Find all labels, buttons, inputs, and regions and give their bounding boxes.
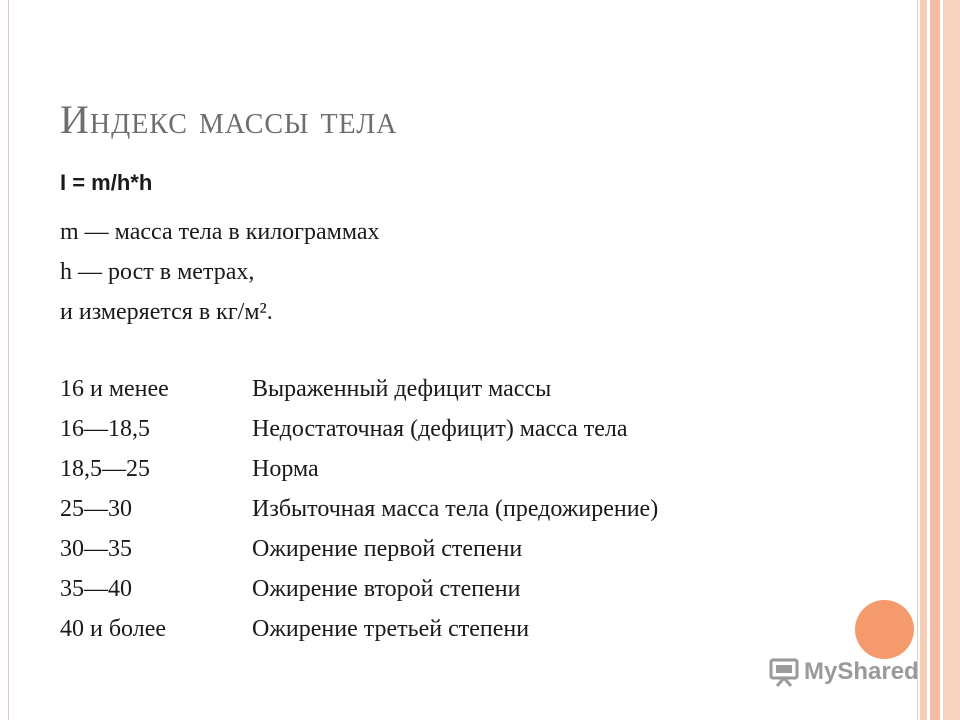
definition-mass: m — масса тела в килограммах — [60, 219, 380, 245]
bmi-description: Ожирение третьей степени — [252, 616, 530, 642]
table-row — [60, 529, 658, 569]
presentation-board-icon — [768, 656, 800, 688]
definition-unit: и измеряется в кг/м². — [60, 299, 273, 325]
bmi-range: 16 и менее — [60, 376, 169, 402]
bmi-description: Норма — [252, 456, 319, 482]
bmi-range: 30—35 — [60, 536, 132, 562]
bmi-description: Выраженный дефицит массы — [252, 376, 552, 402]
definition-height: h — рост в метрах, — [60, 259, 255, 285]
bmi-table — [60, 369, 658, 649]
decorative-circle — [855, 600, 914, 659]
bmi-description: Ожирение первой степени — [252, 536, 523, 562]
definitions-list — [60, 212, 380, 332]
bmi-description: Ожирение второй степени — [252, 576, 521, 602]
bmi-formula: I = m/h*h — [60, 170, 153, 195]
table-row — [60, 489, 658, 529]
decorative-stripes — [918, 0, 960, 720]
bmi-range: 25—30 — [60, 496, 132, 522]
bmi-range: 35—40 — [60, 576, 132, 602]
table-row — [60, 569, 658, 609]
table-row — [60, 449, 658, 489]
watermark-text: MyShared — [804, 658, 919, 685]
bmi-description: Недостаточная (дефицит) масса тела — [252, 416, 628, 442]
table-row — [60, 409, 658, 449]
bmi-description: Избыточная масса тела (предожирение) — [252, 496, 659, 522]
bmi-range: 16—18,5 — [60, 416, 150, 442]
table-row — [60, 609, 658, 649]
bmi-range: 40 и более — [60, 616, 167, 642]
table-row — [60, 369, 658, 409]
slide-title: Индекс массы тела — [60, 97, 398, 142]
bmi-range: 18,5—25 — [60, 456, 150, 482]
watermark-logo — [768, 656, 919, 688]
